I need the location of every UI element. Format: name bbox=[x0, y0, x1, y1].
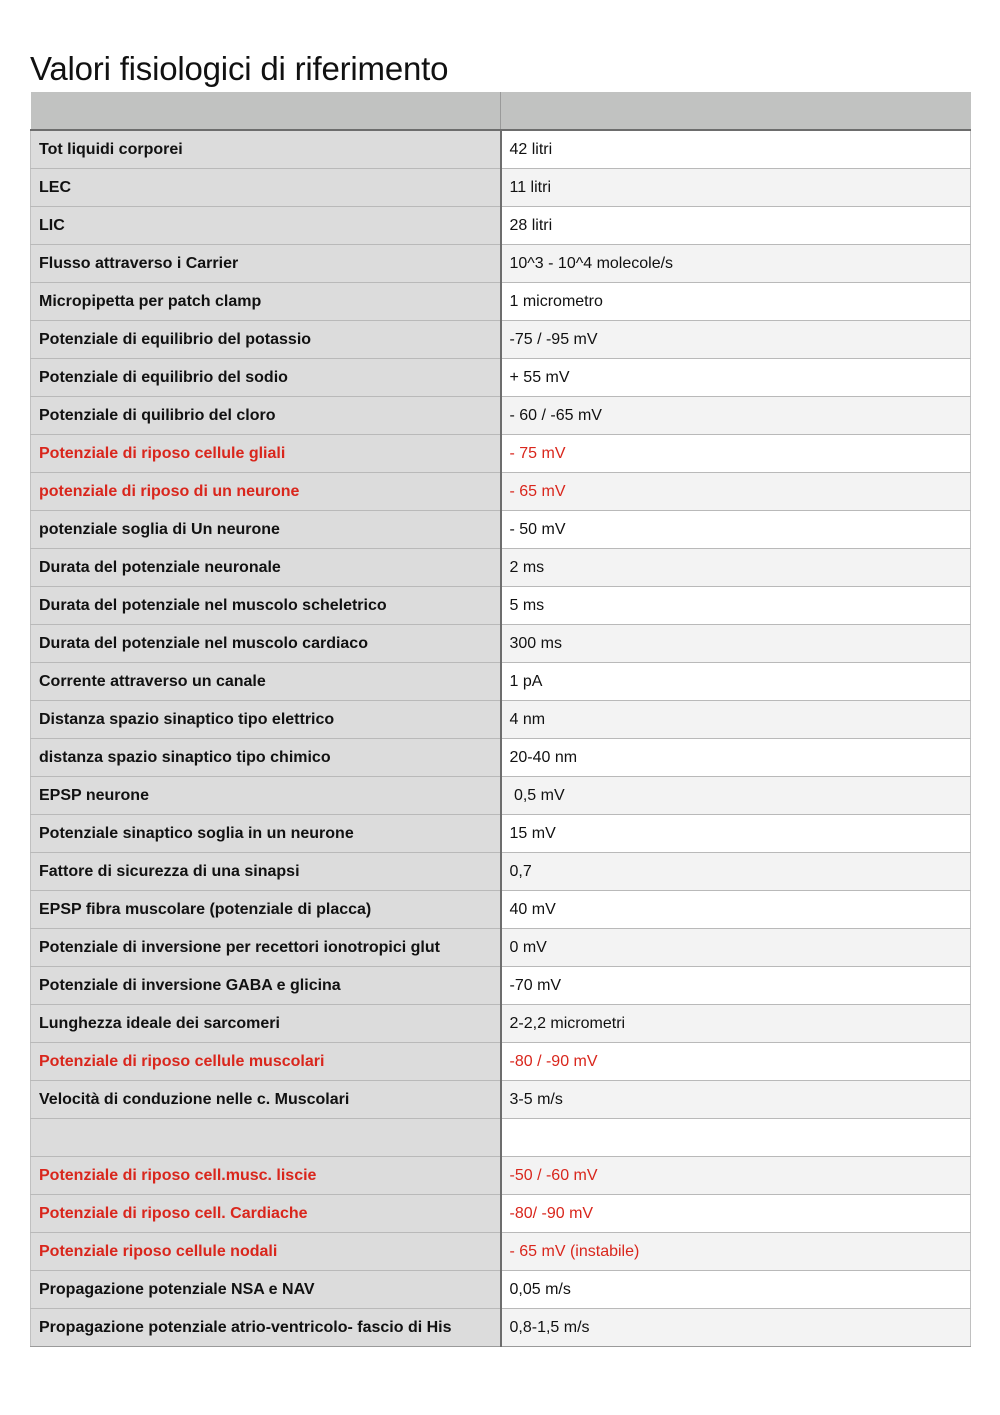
parameter-cell: Propagazione potenziale NSA e NAV bbox=[31, 1271, 501, 1309]
value-cell: -75 / -95 mV bbox=[501, 321, 971, 359]
parameter-cell: potenziale di riposo di un neurone bbox=[31, 473, 501, 511]
value-cell: 2 ms bbox=[501, 549, 971, 587]
table-row bbox=[31, 1005, 971, 1043]
parameter-cell: Potenziale riposo cellule nodali bbox=[31, 1233, 501, 1271]
table-row bbox=[31, 1271, 971, 1309]
table-row bbox=[31, 739, 971, 777]
value-cell: 300 ms bbox=[501, 625, 971, 663]
value-cell: 3-5 m/s bbox=[501, 1081, 971, 1119]
table-row bbox=[31, 397, 971, 435]
reference-values-table bbox=[30, 92, 971, 1347]
parameter-cell: LIC bbox=[31, 207, 501, 245]
value-cell: - 60 / -65 mV bbox=[501, 397, 971, 435]
table-row bbox=[31, 473, 971, 511]
value-cell: 0,7 bbox=[501, 853, 971, 891]
parameter-cell: Potenziale sinaptico soglia in un neurone bbox=[31, 815, 501, 853]
table-row bbox=[31, 435, 971, 473]
value-cell: -50 / -60 mV bbox=[501, 1157, 971, 1195]
parameter-cell: Durata del potenziale neuronale bbox=[31, 549, 501, 587]
parameter-cell bbox=[31, 1119, 501, 1157]
page-title: Valori fisiologici di riferimento bbox=[30, 50, 449, 88]
value-cell: 4 nm bbox=[501, 701, 971, 739]
value-cell: 0,05 m/s bbox=[501, 1271, 971, 1309]
parameter-cell: Durata del potenziale nel muscolo cardiaco bbox=[31, 625, 501, 663]
parameter-cell: Potenziale di equilibrio del sodio bbox=[31, 359, 501, 397]
table-row bbox=[31, 321, 971, 359]
table-row bbox=[31, 587, 971, 625]
parameter-cell: Distanza spazio sinaptico tipo elettrico bbox=[31, 701, 501, 739]
parameter-cell: Durata del potenziale nel muscolo scheletrico bbox=[31, 587, 501, 625]
header-cell-value bbox=[501, 92, 971, 130]
table-row bbox=[31, 701, 971, 739]
value-cell: -80 / -90 mV bbox=[501, 1043, 971, 1081]
parameter-cell: Potenziale di riposo cellule muscolari bbox=[31, 1043, 501, 1081]
value-cell: - 65 mV bbox=[501, 473, 971, 511]
reference-values-table-container bbox=[30, 92, 970, 1347]
value-cell: 2-2,2 micrometri bbox=[501, 1005, 971, 1043]
table-row bbox=[31, 1043, 971, 1081]
table-row bbox=[31, 1157, 971, 1195]
table-row bbox=[31, 777, 971, 815]
value-cell: 42 litri bbox=[501, 130, 971, 169]
table-row bbox=[31, 891, 971, 929]
table-header bbox=[31, 92, 971, 130]
parameter-cell: Potenziale di riposo cell.musc. liscie bbox=[31, 1157, 501, 1195]
table-header-row bbox=[31, 92, 971, 130]
table-row bbox=[31, 169, 971, 207]
value-cell: - 50 mV bbox=[501, 511, 971, 549]
table-row bbox=[31, 245, 971, 283]
table-row bbox=[31, 1119, 971, 1157]
value-cell: 28 litri bbox=[501, 207, 971, 245]
value-cell: 5 ms bbox=[501, 587, 971, 625]
parameter-cell: Flusso attraverso i Carrier bbox=[31, 245, 501, 283]
value-cell: 1 micrometro bbox=[501, 283, 971, 321]
parameter-cell: Potenziale di riposo cellule gliali bbox=[31, 435, 501, 473]
value-cell: - 75 mV bbox=[501, 435, 971, 473]
value-cell: 20-40 nm bbox=[501, 739, 971, 777]
value-cell: 0,5 mV bbox=[501, 777, 971, 815]
parameter-cell: Lunghezza ideale dei sarcomeri bbox=[31, 1005, 501, 1043]
table-row bbox=[31, 283, 971, 321]
value-cell: 40 mV bbox=[501, 891, 971, 929]
parameter-cell: Velocità di conduzione nelle c. Muscolari bbox=[31, 1081, 501, 1119]
table-row bbox=[31, 549, 971, 587]
parameter-cell: LEC bbox=[31, 169, 501, 207]
value-cell: -70 mV bbox=[501, 967, 971, 1005]
table-row bbox=[31, 815, 971, 853]
table-row bbox=[31, 359, 971, 397]
value-cell: 11 litri bbox=[501, 169, 971, 207]
table-row bbox=[31, 1081, 971, 1119]
parameter-cell: Corrente attraverso un canale bbox=[31, 663, 501, 701]
table-row bbox=[31, 967, 971, 1005]
table-row bbox=[31, 1309, 971, 1347]
value-cell: 10^3 - 10^4 molecole/s bbox=[501, 245, 971, 283]
parameter-cell: Propagazione potenziale atrio-ventricolo- fascio di His bbox=[31, 1309, 501, 1347]
table-row bbox=[31, 853, 971, 891]
table-row bbox=[31, 929, 971, 967]
parameter-cell: Potenziale di quilibrio del cloro bbox=[31, 397, 501, 435]
value-cell: 1 pA bbox=[501, 663, 971, 701]
parameter-cell: Potenziale di inversione per recettori ionotropici glut bbox=[31, 929, 501, 967]
table-row bbox=[31, 625, 971, 663]
table-row bbox=[31, 1233, 971, 1271]
parameter-cell: Potenziale di inversione GABA e glicina bbox=[31, 967, 501, 1005]
parameter-cell: potenziale soglia di Un neurone bbox=[31, 511, 501, 549]
parameter-cell: distanza spazio sinaptico tipo chimico bbox=[31, 739, 501, 777]
value-cell: 15 mV bbox=[501, 815, 971, 853]
value-cell: + 55 mV bbox=[501, 359, 971, 397]
table-row bbox=[31, 511, 971, 549]
parameter-cell: EPSP fibra muscolare (potenziale di placca) bbox=[31, 891, 501, 929]
parameter-cell: Fattore di sicurezza di una sinapsi bbox=[31, 853, 501, 891]
table-row bbox=[31, 663, 971, 701]
parameter-cell: EPSP neurone bbox=[31, 777, 501, 815]
parameter-cell: Micropipetta per patch clamp bbox=[31, 283, 501, 321]
table-body bbox=[31, 130, 971, 1347]
parameter-cell: Potenziale di equilibrio del potassio bbox=[31, 321, 501, 359]
value-cell: 0,8-1,5 m/s bbox=[501, 1309, 971, 1347]
table-row bbox=[31, 1195, 971, 1233]
value-cell: - 65 mV (instabile) bbox=[501, 1233, 971, 1271]
header-cell-parameter bbox=[31, 92, 501, 130]
table-row bbox=[31, 207, 971, 245]
table-row bbox=[31, 130, 971, 169]
value-cell bbox=[501, 1119, 971, 1157]
parameter-cell: Tot liquidi corporei bbox=[31, 130, 501, 169]
parameter-cell: Potenziale di riposo cell. Cardiache bbox=[31, 1195, 501, 1233]
value-cell: -80/ -90 mV bbox=[501, 1195, 971, 1233]
value-cell: 0 mV bbox=[501, 929, 971, 967]
